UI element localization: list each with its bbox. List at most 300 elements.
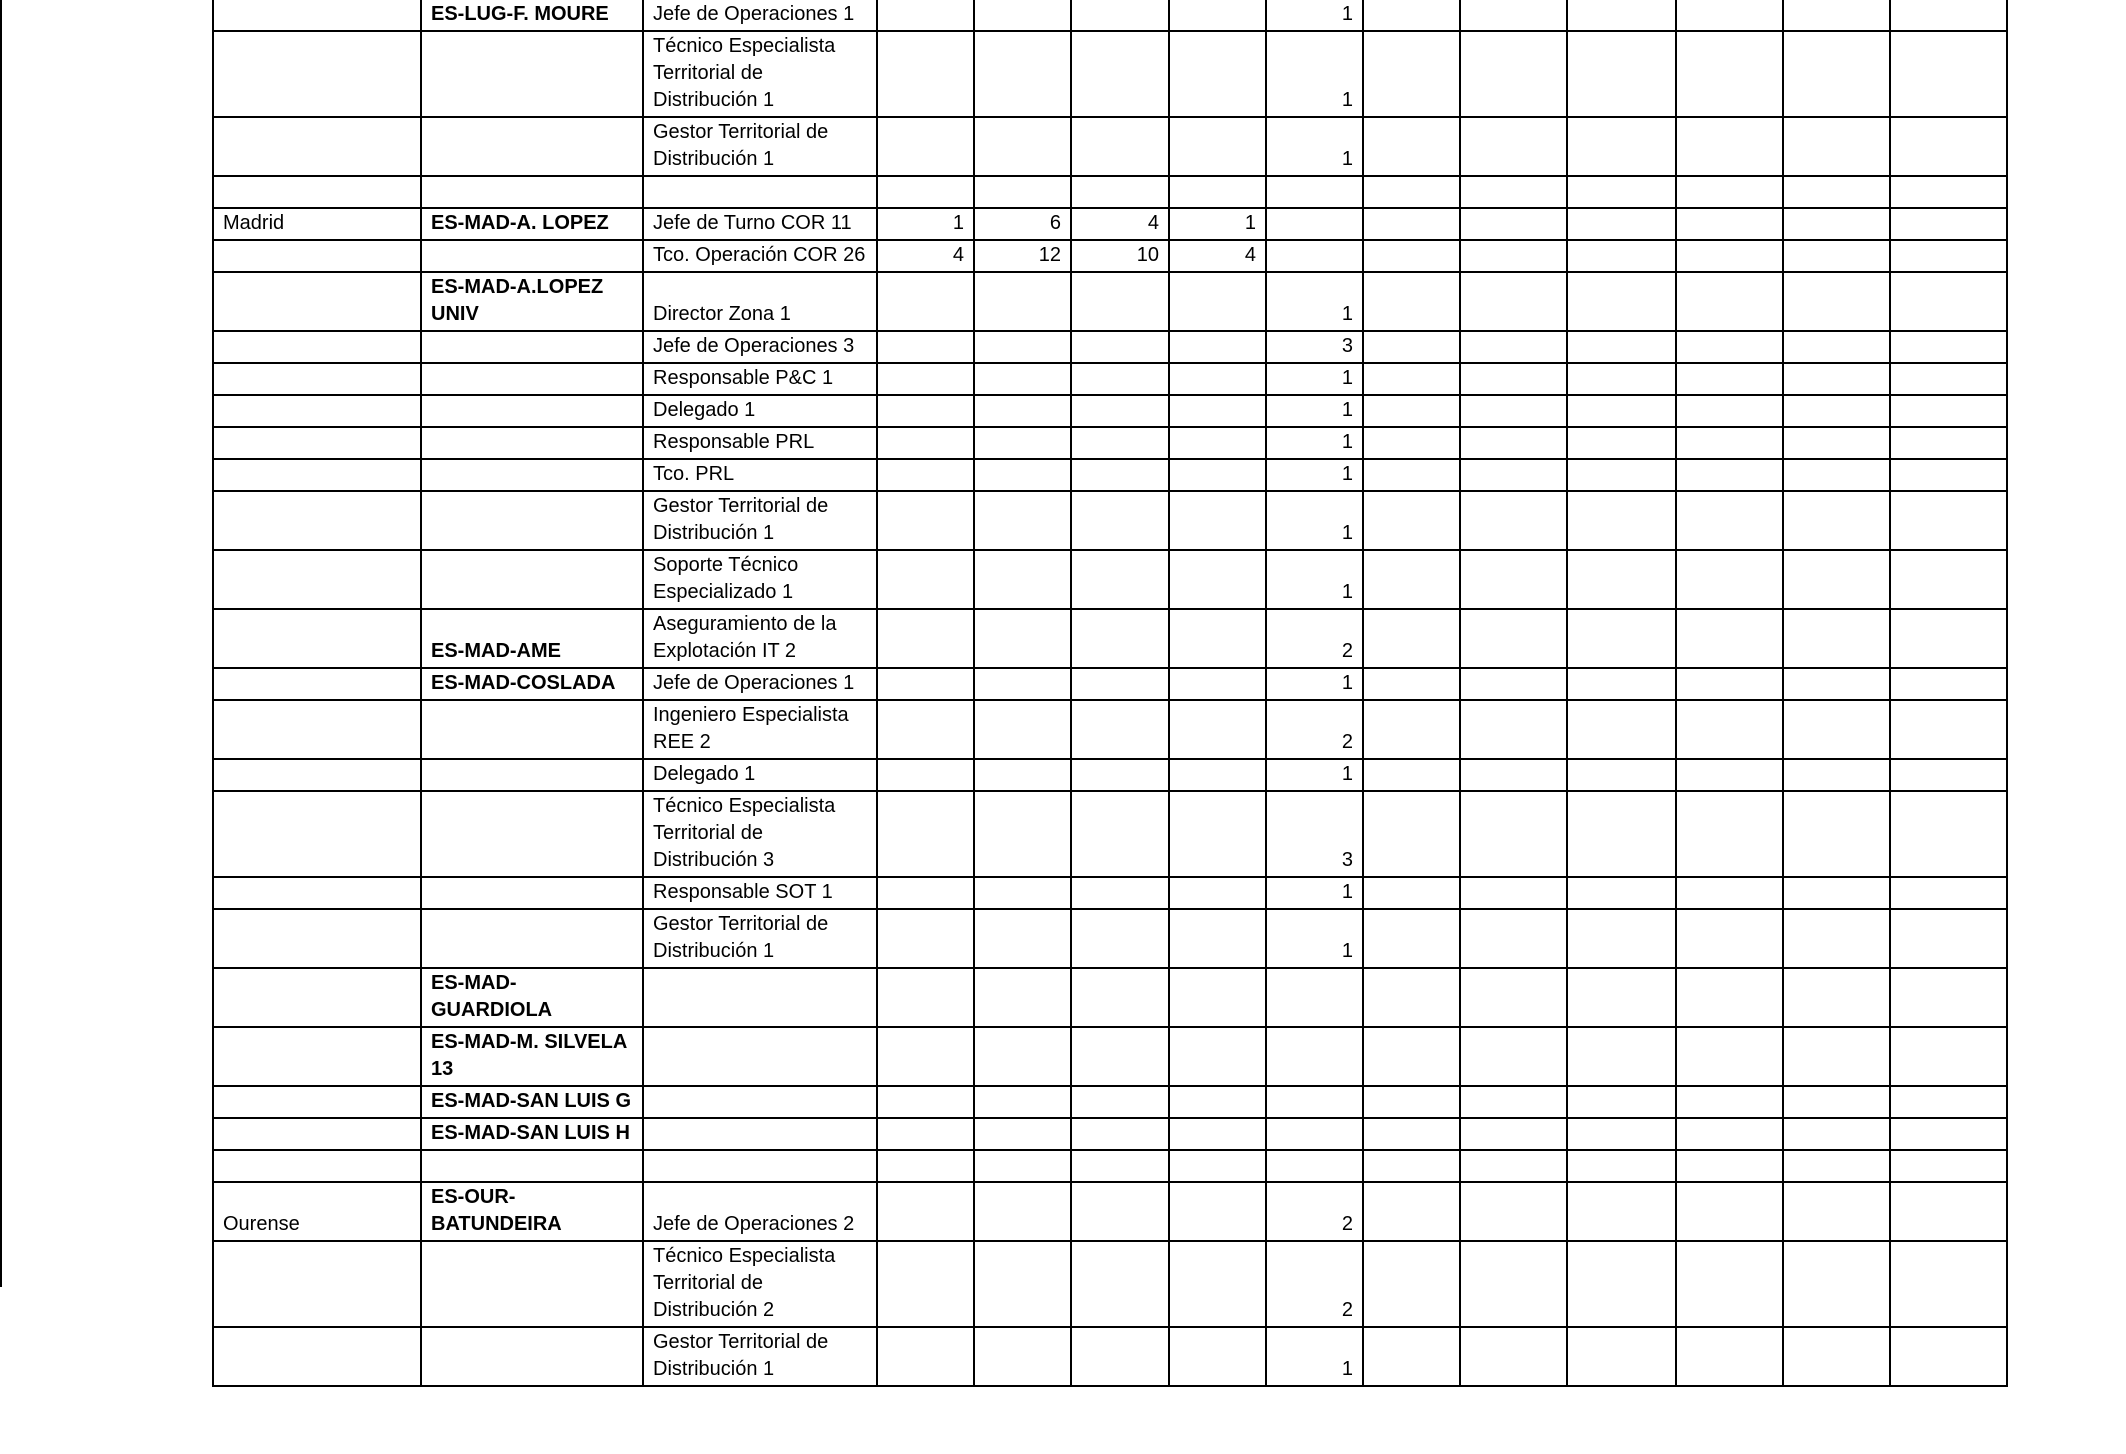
cell-value-4: 1 [1169, 208, 1266, 240]
page-left-border [0, 0, 2, 1287]
cell-empty [1567, 31, 1676, 117]
cell-value-4 [1169, 1182, 1266, 1241]
cell-empty [1363, 117, 1460, 176]
cell-position: Responsable P&C 1 [643, 363, 877, 395]
cell-total: 1 [1266, 1327, 1363, 1386]
cell-value-1: 4 [877, 240, 974, 272]
cell-value-1 [877, 1086, 974, 1118]
cell-empty [1890, 240, 2007, 272]
cell-empty [1676, 363, 1783, 395]
cell-empty [1890, 550, 2007, 609]
cell-value-2 [974, 968, 1071, 1027]
cell-value-4 [1169, 0, 1266, 31]
cell-province [213, 968, 421, 1027]
cell-empty [1363, 759, 1460, 791]
cell-empty [1363, 1327, 1460, 1386]
cell-position: Gestor Territorial de Distribución 1 [643, 1327, 877, 1386]
cell-empty [1783, 791, 1890, 877]
cell-work-center [421, 240, 643, 272]
cell-value-1 [877, 609, 974, 668]
cell-empty [1676, 1118, 1783, 1150]
cell-value-4 [1169, 550, 1266, 609]
cell-value-1 [877, 395, 974, 427]
cell-empty [1567, 1150, 1676, 1182]
cell-value-2 [974, 117, 1071, 176]
table-row [213, 550, 2007, 609]
cell-value-2: 6 [974, 208, 1071, 240]
cell-empty [1676, 459, 1783, 491]
cell-total: 1 [1266, 668, 1363, 700]
cell-value-1 [877, 550, 974, 609]
cell-value-1 [877, 331, 974, 363]
cell-value-3 [1071, 1086, 1169, 1118]
cell-value-1 [877, 909, 974, 968]
cell-value-4 [1169, 117, 1266, 176]
cell-empty [1890, 208, 2007, 240]
cell-province [213, 609, 421, 668]
cell-value-2 [974, 1118, 1071, 1150]
cell-value-4 [1169, 1118, 1266, 1150]
cell-work-center [421, 395, 643, 427]
cell-empty [1676, 550, 1783, 609]
cell-total [1266, 1150, 1363, 1182]
cell-value-4 [1169, 1241, 1266, 1327]
table-row [213, 240, 2007, 272]
cell-total: 2 [1266, 609, 1363, 668]
table-row [213, 208, 2007, 240]
cell-total [1266, 1118, 1363, 1150]
cell-value-2 [974, 176, 1071, 208]
cell-total [1266, 240, 1363, 272]
cell-empty [1460, 1086, 1567, 1118]
cell-value-2 [974, 791, 1071, 877]
cell-position: Tco. PRL [643, 459, 877, 491]
cell-empty [1567, 668, 1676, 700]
cell-total: 3 [1266, 331, 1363, 363]
cell-empty [1460, 31, 1567, 117]
cell-empty [1676, 1086, 1783, 1118]
cell-province [213, 427, 421, 459]
cell-province [213, 877, 421, 909]
cell-empty [1460, 550, 1567, 609]
cell-empty [1676, 1150, 1783, 1182]
cell-empty [1676, 117, 1783, 176]
cell-empty [1890, 395, 2007, 427]
cell-value-3 [1071, 550, 1169, 609]
table-row [213, 1150, 2007, 1182]
table-row [213, 363, 2007, 395]
cell-work-center: ES-MAD-M. SILVELA 13 [421, 1027, 643, 1086]
cell-empty [1890, 1241, 2007, 1327]
cell-empty [1676, 700, 1783, 759]
cell-total: 1 [1266, 117, 1363, 176]
cell-empty [1783, 1118, 1890, 1150]
cell-total: 1 [1266, 427, 1363, 459]
cell-value-2 [974, 609, 1071, 668]
cell-value-4 [1169, 491, 1266, 550]
cell-work-center: ES-MAD-SAN LUIS G [421, 1086, 643, 1118]
cell-empty [1567, 1241, 1676, 1327]
cell-empty [1783, 877, 1890, 909]
cell-value-1 [877, 31, 974, 117]
cell-empty [1783, 331, 1890, 363]
cell-work-center: ES-MAD-GUARDIOLA [421, 968, 643, 1027]
cell-empty [1363, 668, 1460, 700]
table-row [213, 331, 2007, 363]
cell-total: 1 [1266, 550, 1363, 609]
cell-value-1 [877, 1027, 974, 1086]
cell-position: Responsable SOT 1 [643, 877, 877, 909]
table-row [213, 459, 2007, 491]
table-row [213, 877, 2007, 909]
cell-value-4 [1169, 459, 1266, 491]
cell-empty [1890, 700, 2007, 759]
cell-empty [1460, 1182, 1567, 1241]
cell-value-3 [1071, 176, 1169, 208]
cell-value-3 [1071, 0, 1169, 31]
cell-empty [1363, 491, 1460, 550]
cell-value-2 [974, 877, 1071, 909]
cell-value-1: 1 [877, 208, 974, 240]
cell-empty [1460, 459, 1567, 491]
cell-province [213, 1027, 421, 1086]
cell-empty [1363, 609, 1460, 668]
cell-empty [1783, 272, 1890, 331]
cell-work-center [421, 459, 643, 491]
cell-position: Delegado 1 [643, 395, 877, 427]
cell-empty [1567, 0, 1676, 31]
cell-value-1 [877, 1241, 974, 1327]
cell-value-3 [1071, 331, 1169, 363]
cell-total: 1 [1266, 272, 1363, 331]
cell-value-4 [1169, 1086, 1266, 1118]
cell-empty [1460, 1327, 1567, 1386]
cell-value-2 [974, 700, 1071, 759]
cell-empty [1460, 1118, 1567, 1150]
cell-value-4 [1169, 272, 1266, 331]
cell-empty [1890, 759, 2007, 791]
cell-empty [1567, 609, 1676, 668]
cell-empty [1363, 1241, 1460, 1327]
cell-empty [1460, 363, 1567, 395]
cell-position [643, 1118, 877, 1150]
cell-empty [1890, 427, 2007, 459]
cell-empty [1783, 700, 1890, 759]
cell-work-center: ES-LUG-F. MOURE [421, 0, 643, 31]
cell-value-4 [1169, 759, 1266, 791]
cell-province [213, 176, 421, 208]
cell-empty [1890, 1086, 2007, 1118]
cell-position: Aseguramiento de la Explotación IT 2 [643, 609, 877, 668]
cell-value-1 [877, 491, 974, 550]
cell-work-center [421, 176, 643, 208]
cell-empty [1890, 176, 2007, 208]
cell-empty [1567, 459, 1676, 491]
table-row [213, 909, 2007, 968]
cell-empty [1783, 1027, 1890, 1086]
cell-work-center: ES-MAD-A.LOPEZ UNIV [421, 272, 643, 331]
table-body [213, 0, 2007, 1386]
cell-total: 1 [1266, 363, 1363, 395]
cell-empty [1460, 759, 1567, 791]
cell-value-2 [974, 550, 1071, 609]
cell-empty [1676, 0, 1783, 31]
cell-value-2 [974, 759, 1071, 791]
cell-province [213, 1118, 421, 1150]
cell-empty [1567, 1182, 1676, 1241]
cell-empty [1363, 459, 1460, 491]
cell-empty [1363, 1182, 1460, 1241]
cell-value-4 [1169, 668, 1266, 700]
cell-empty [1363, 1086, 1460, 1118]
cell-empty [1676, 1182, 1783, 1241]
cell-position: Jefe de Operaciones 3 [643, 331, 877, 363]
cell-position: Responsable PRL [643, 427, 877, 459]
cell-work-center [421, 1241, 643, 1327]
cell-work-center [421, 1150, 643, 1182]
cell-empty [1783, 427, 1890, 459]
cell-total: 2 [1266, 700, 1363, 759]
cell-value-2 [974, 31, 1071, 117]
cell-empty [1363, 791, 1460, 877]
cell-empty [1676, 208, 1783, 240]
cell-value-3 [1071, 117, 1169, 176]
cell-empty [1783, 668, 1890, 700]
staffing-table [212, 0, 2008, 1387]
cell-empty [1890, 1027, 2007, 1086]
cell-province [213, 791, 421, 877]
cell-empty [1460, 0, 1567, 31]
cell-position: Técnico Especialista Territorial de Distribución 3 [643, 791, 877, 877]
table-row [213, 491, 2007, 550]
cell-value-1 [877, 176, 974, 208]
cell-value-1 [877, 759, 974, 791]
cell-value-3 [1071, 395, 1169, 427]
cell-empty [1890, 668, 2007, 700]
cell-value-3 [1071, 427, 1169, 459]
cell-empty [1783, 117, 1890, 176]
cell-work-center [421, 877, 643, 909]
cell-position: Jefe de Operaciones 1 [643, 668, 877, 700]
cell-empty [1363, 31, 1460, 117]
cell-value-2 [974, 491, 1071, 550]
cell-empty [1783, 363, 1890, 395]
cell-value-2 [974, 1027, 1071, 1086]
cell-value-1 [877, 700, 974, 759]
cell-position: Técnico Especialista Territorial de Distribución 1 [643, 31, 877, 117]
cell-position: Ingeniero Especialista REE 2 [643, 700, 877, 759]
cell-work-center [421, 1327, 643, 1386]
cell-value-3 [1071, 700, 1169, 759]
cell-position [643, 176, 877, 208]
cell-value-2 [974, 1327, 1071, 1386]
cell-empty [1783, 759, 1890, 791]
cell-empty [1890, 909, 2007, 968]
table-row [213, 395, 2007, 427]
cell-position [643, 1150, 877, 1182]
cell-empty [1676, 968, 1783, 1027]
cell-work-center [421, 363, 643, 395]
cell-province [213, 117, 421, 176]
cell-empty [1363, 968, 1460, 1027]
cell-total [1266, 1086, 1363, 1118]
cell-value-2 [974, 395, 1071, 427]
cell-empty [1676, 176, 1783, 208]
cell-total: 1 [1266, 759, 1363, 791]
cell-empty [1783, 1182, 1890, 1241]
cell-position: Gestor Territorial de Distribución 1 [643, 909, 877, 968]
cell-empty [1783, 459, 1890, 491]
cell-empty [1783, 609, 1890, 668]
cell-empty [1363, 208, 1460, 240]
cell-empty [1460, 909, 1567, 968]
table-row [213, 1086, 2007, 1118]
cell-work-center [421, 491, 643, 550]
cell-empty [1890, 272, 2007, 331]
cell-empty [1890, 1118, 2007, 1150]
cell-province: Madrid [213, 208, 421, 240]
cell-empty [1567, 791, 1676, 877]
cell-empty [1363, 877, 1460, 909]
cell-empty [1676, 331, 1783, 363]
cell-total: 1 [1266, 909, 1363, 968]
cell-province [213, 759, 421, 791]
cell-work-center: ES-OUR-BATUNDEIRA [421, 1182, 643, 1241]
table-row [213, 1327, 2007, 1386]
cell-value-1 [877, 1150, 974, 1182]
cell-empty [1567, 550, 1676, 609]
cell-empty [1363, 427, 1460, 459]
cell-value-4 [1169, 176, 1266, 208]
cell-empty [1890, 331, 2007, 363]
cell-position: Gestor Territorial de Distribución 1 [643, 491, 877, 550]
cell-province [213, 331, 421, 363]
cell-work-center: ES-MAD-COSLADA [421, 668, 643, 700]
cell-position [643, 1027, 877, 1086]
cell-value-2 [974, 1241, 1071, 1327]
cell-total: 1 [1266, 491, 1363, 550]
cell-empty [1676, 240, 1783, 272]
cell-empty [1890, 877, 2007, 909]
cell-value-3 [1071, 272, 1169, 331]
cell-empty [1567, 363, 1676, 395]
cell-province [213, 363, 421, 395]
cell-value-3 [1071, 363, 1169, 395]
cell-work-center [421, 31, 643, 117]
cell-value-4 [1169, 791, 1266, 877]
cell-value-4 [1169, 700, 1266, 759]
cell-province [213, 700, 421, 759]
cell-empty [1460, 700, 1567, 759]
cell-empty [1567, 117, 1676, 176]
cell-empty [1676, 668, 1783, 700]
cell-position: Gestor Territorial de Distribución 1 [643, 117, 877, 176]
cell-empty [1567, 968, 1676, 1027]
cell-value-1 [877, 1182, 974, 1241]
cell-empty [1460, 272, 1567, 331]
cell-empty [1363, 909, 1460, 968]
cell-value-1 [877, 877, 974, 909]
cell-empty [1676, 272, 1783, 331]
cell-value-2 [974, 1086, 1071, 1118]
cell-empty [1567, 272, 1676, 331]
cell-empty [1890, 968, 2007, 1027]
cell-empty [1567, 877, 1676, 909]
cell-work-center [421, 759, 643, 791]
cell-work-center [421, 331, 643, 363]
cell-position: Soporte Técnico Especializado 1 [643, 550, 877, 609]
cell-value-4 [1169, 877, 1266, 909]
table-row [213, 1182, 2007, 1241]
cell-province [213, 668, 421, 700]
cell-province [213, 459, 421, 491]
cell-empty [1676, 909, 1783, 968]
cell-empty [1460, 1150, 1567, 1182]
cell-value-3 [1071, 1241, 1169, 1327]
cell-value-3 [1071, 909, 1169, 968]
cell-value-2 [974, 272, 1071, 331]
cell-empty [1567, 427, 1676, 459]
table-row [213, 759, 2007, 791]
cell-empty [1363, 550, 1460, 609]
cell-work-center [421, 909, 643, 968]
table-row [213, 668, 2007, 700]
cell-province [213, 272, 421, 331]
cell-value-2 [974, 427, 1071, 459]
cell-empty [1676, 395, 1783, 427]
cell-value-1 [877, 117, 974, 176]
table-row [213, 1241, 2007, 1327]
cell-value-3 [1071, 1118, 1169, 1150]
cell-value-1 [877, 0, 974, 31]
cell-empty [1783, 1086, 1890, 1118]
cell-empty [1783, 909, 1890, 968]
cell-position [643, 968, 877, 1027]
cell-empty [1460, 331, 1567, 363]
cell-empty [1890, 363, 2007, 395]
cell-empty [1890, 1327, 2007, 1386]
cell-empty [1783, 395, 1890, 427]
cell-empty [1676, 1027, 1783, 1086]
cell-value-3: 4 [1071, 208, 1169, 240]
cell-province: Ourense [213, 1182, 421, 1241]
cell-empty [1363, 176, 1460, 208]
cell-empty [1567, 240, 1676, 272]
cell-empty [1676, 609, 1783, 668]
cell-value-3 [1071, 1327, 1169, 1386]
cell-work-center [421, 700, 643, 759]
cell-value-3 [1071, 609, 1169, 668]
cell-value-2 [974, 331, 1071, 363]
cell-empty [1783, 968, 1890, 1027]
cell-empty [1783, 1327, 1890, 1386]
table-row [213, 272, 2007, 331]
cell-empty [1783, 0, 1890, 31]
cell-value-1 [877, 272, 974, 331]
cell-value-3 [1071, 668, 1169, 700]
cell-empty [1783, 240, 1890, 272]
cell-value-4 [1169, 331, 1266, 363]
cell-value-1 [877, 363, 974, 395]
cell-work-center [421, 550, 643, 609]
cell-empty [1783, 550, 1890, 609]
cell-work-center [421, 427, 643, 459]
cell-empty [1783, 491, 1890, 550]
cell-total: 2 [1266, 1241, 1363, 1327]
cell-empty [1567, 909, 1676, 968]
cell-empty [1890, 31, 2007, 117]
cell-value-3 [1071, 1182, 1169, 1241]
